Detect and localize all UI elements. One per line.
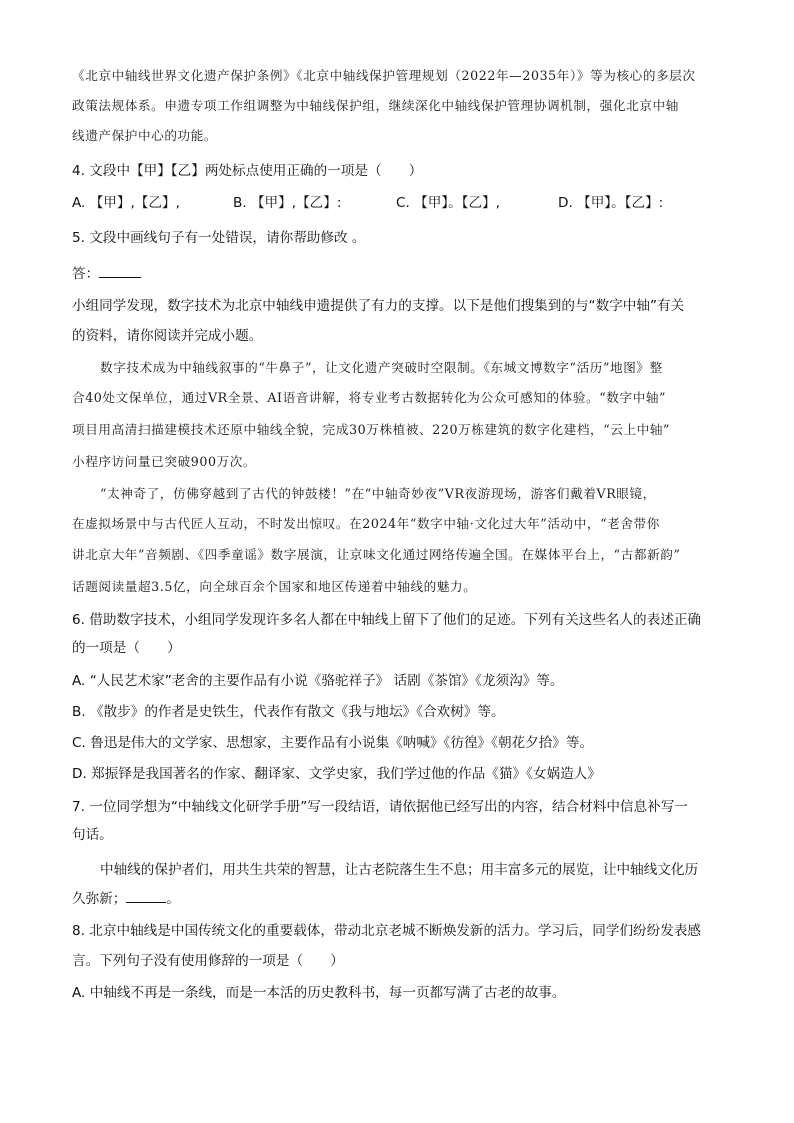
question-6-stem: 的一项是（ ） <box>72 640 181 656</box>
q6-option-b[interactable]: B. 《散步》的作者是史铁生，代表作有散文《我与地坛》《合欢树》等。 <box>72 704 505 720</box>
intro-line: 小组同学发现，数字技术为北京中轴线申遗提供了有力的支撑。以下是他们搜集到的与“数字中轴”有关 <box>72 298 685 314</box>
q4-option-d[interactable]: D. 【甲】。【乙】: <box>558 195 664 211</box>
q7-body-start: 久弥新； <box>72 891 127 907</box>
material-line: 数字技术成为中轴线叙事的“牛鼻子”，让文化遗产突破时空限制。《东城文博数字“活历”地图》整 <box>100 360 663 375</box>
q7-body-end: 。 <box>166 891 180 907</box>
answer-label: 答： <box>72 266 100 282</box>
question-7-stem: 7. 一位同学想为“中轴线文化研学手册”写一段结语，请依据他已经写出的内容，结合材料中信息补写一 <box>72 799 688 815</box>
q4-option-c[interactable]: C. 【甲】。【乙】, <box>396 195 501 211</box>
question-8-stem: 言。下列句子没有使用修辞的一项是（ ） <box>72 953 344 969</box>
question-7-stem: 句话。 <box>72 827 113 843</box>
passage-line: 《北京中轴线世界文化遗产保护条例》《北京中轴线保护管理规划（2022年—2035年）》等为核心的多层次 <box>72 68 696 83</box>
q7-body-line: 中轴线的保护者们，用共生共荣的智慧，让古老院落生生不息；用丰富多元的展览，让中轴线文化历 <box>100 862 699 878</box>
material-line: 讲北京大年”音频剧、《四季童谣》数字展演，让京味文化通过网络传遍全国。在媒体平台上，“古都新韵” <box>72 547 681 562</box>
question-4-stem: 4. 文段中【甲】【乙】两处标点使用正确的一项是（ ） <box>72 163 423 179</box>
q5-answer-line <box>72 264 141 284</box>
q6-option-d[interactable]: D. 郑振铎是我国著名的作家、翻译家、文学史家，我们学过他的作品《猫》《女娲造人》 <box>72 766 601 782</box>
question-5-stem: 5. 文段中画线句子有一处错误，请你帮助修改 。 <box>72 230 366 246</box>
q8-option-a[interactable]: A. 中轴线不再是一条线，而是一本活的历史教科书，每一页都写满了古老的故事。 <box>72 985 566 1001</box>
q4-option-b[interactable]: B. 【甲】,【乙】: <box>233 195 342 211</box>
passage-line: 政策法规体系。申遗专项工作组调整为中轴线保护组，继续深化中轴线保护管理协调机制，强化北京中轴 <box>72 98 679 113</box>
q4-option-a[interactable]: A. 【甲】,【乙】, <box>72 195 180 211</box>
intro-line: 的资料，请你阅读并完成小题。 <box>72 328 263 344</box>
q6-option-c[interactable]: C. 鲁迅是伟大的文学家、思想家，主要作品有小说集《呐喊》《彷徨》《朝花夕拾》等。 <box>72 735 594 751</box>
material-line: 小程序访问量已突破900万次。 <box>72 454 257 469</box>
q7-body-line <box>72 889 180 909</box>
material-line: 在虚拟场景中与古代匠人互动，不时发出惊叹。在2024年“数字中轴·文化过大年”活动中，“老舍带你 <box>72 516 660 531</box>
material-line: 项目用高清扫描建模技术还原中轴线全貌，完成30万株植被、220万栋建筑的数字化建档，“云上中轴” <box>72 422 671 437</box>
q7-answer-blank[interactable] <box>126 890 166 903</box>
question-6-stem: 6. 借助数字技术，小组同学发现许多名人都在中轴线上留下了他们的足迹。下列有关这些名人的表述正确 <box>72 612 702 628</box>
q6-option-a[interactable]: A. “人民艺术家”老舍的主要作品有小说《骆驼祥子》 话剧《茶馆》《龙须沟》等。 <box>72 673 564 689</box>
material-line: 合40处文保单位，通过VR全景、AI语音讲解，将专业考古数据转化为公众可感知的体验。“数字中轴” <box>72 390 667 405</box>
material-line: “太神奇了，仿佛穿越到了古代的钟鼓楼！”在“中轴奇妙夜”VR夜游现场，游客们戴着VR眼镜， <box>100 486 656 501</box>
passage-line: 线遗产保护中心的功能。 <box>72 128 218 143</box>
question-8-stem: 8. 北京中轴线是中国传统文化的重要载体，带动北京老城不断焕发新的活力。学习后，同学们纷纷发表感 <box>72 923 702 939</box>
answer-blank[interactable] <box>99 265 141 278</box>
material-line: 话题阅读量超3.5亿，向全球百余个国家和地区传递着中轴线的魅力。 <box>72 579 477 594</box>
